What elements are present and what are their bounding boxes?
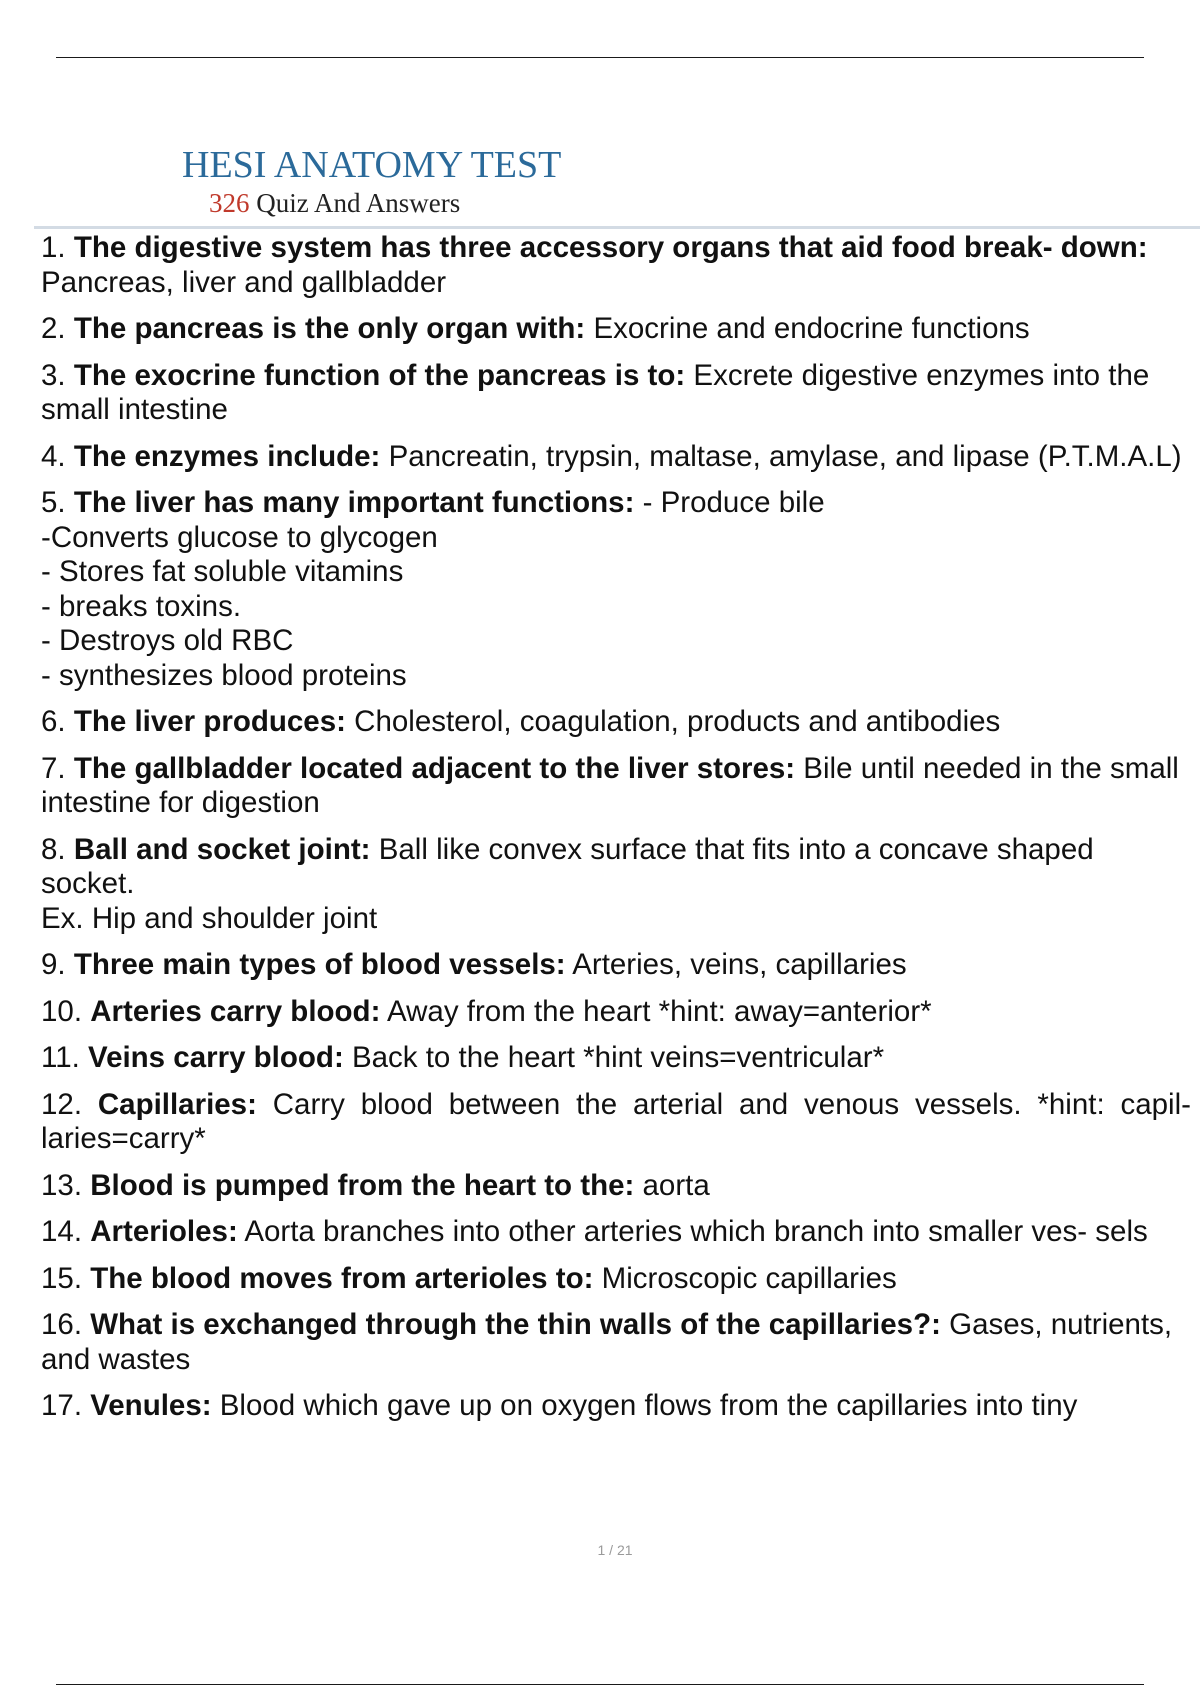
answer-line: -Converts glucose to glycogen	[41, 520, 438, 554]
item-number: 13.	[41, 1168, 91, 1202]
answer-text: Microscopic capillaries	[593, 1261, 897, 1295]
qa-item-6	[41, 705, 1191, 740]
item-number: 11.	[41, 1041, 89, 1074]
item-number: 5.	[41, 486, 74, 519]
item-number: 6.	[41, 705, 74, 738]
answer-line: Ex. Hip and shoulder joint	[41, 901, 378, 935]
qa-item-4	[41, 440, 1191, 475]
qa-item-5	[41, 486, 1191, 693]
qa-item-12	[41, 1088, 1191, 1157]
question-text: Venules:	[90, 1389, 212, 1422]
item-number: 14.	[41, 1215, 91, 1248]
qa-item-7	[41, 752, 1191, 821]
qa-item-3	[41, 359, 1191, 428]
item-number: 1.	[41, 231, 74, 264]
item-number: 8.	[41, 832, 74, 866]
item-number: 3.	[41, 358, 74, 392]
answer-text: Excrete digestive enzymes into the small intestine	[41, 358, 1150, 426]
item-number: 2.	[41, 312, 74, 345]
answer-text: Away from the heart *hint: away=anterior*	[380, 994, 932, 1028]
answer-text: Bile until needed in the small intestine for digestion	[41, 751, 1179, 819]
answer-text: Exocrine and endocrine functions	[585, 312, 1030, 345]
item-number: 10.	[41, 994, 91, 1028]
question-text: The pancreas is the only organ with:	[73, 312, 586, 345]
page-subtitle	[209, 187, 561, 219]
qa-item-2	[41, 312, 1191, 347]
answer-text: Carry blood between the arterial and venous vessels. *hint: capil- laries=carry*	[41, 1087, 1191, 1155]
answer-line: - Stores fat soluble vitamins	[41, 555, 404, 588]
item-number: 7.	[41, 751, 74, 785]
question-text: The exocrine function of the pancreas is to:	[73, 358, 686, 392]
item-number: 4.	[41, 439, 74, 473]
page-title: HESI ANATOMY TEST	[182, 144, 562, 186]
answer-text: Pancreas, liver and gallbladder	[41, 265, 447, 299]
answer-text: Cholesterol, coagulation, products and antibodies	[345, 705, 1001, 738]
qa-list	[41, 231, 1191, 1436]
question-text: The digestive system has three accessory organs that aid food break- down:	[73, 231, 1148, 264]
question-text: The enzymes include:	[73, 439, 381, 473]
qa-item-15	[41, 1262, 1191, 1297]
qa-item-8	[41, 833, 1191, 937]
question-text: The blood moves from arterioles to:	[90, 1261, 594, 1295]
item-number: 9.	[41, 948, 74, 981]
answer-text: Pancreatin, trypsin, maltase, amylase, and lipase (P.T.M.A.L)	[380, 439, 1182, 473]
qa-item-1	[41, 231, 1191, 300]
answer-line: - breaks toxins.	[41, 589, 242, 623]
question-text: Arteries carry blood:	[90, 994, 381, 1028]
item-number: 15.	[41, 1261, 91, 1295]
item-number: 16.	[41, 1308, 91, 1341]
question-text: Ball and socket joint:	[73, 832, 371, 866]
answer-text: - Produce bile	[634, 486, 825, 519]
qa-item-16	[41, 1308, 1191, 1377]
header-divider	[34, 226, 1200, 229]
top-rule	[56, 57, 1144, 58]
question-text: The liver has many important functions:	[73, 486, 635, 519]
question-text: Veins carry blood:	[88, 1041, 344, 1074]
answer-text: Back to the heart *hint veins=ventricular*	[343, 1041, 885, 1074]
question-text: Three main types of blood vessels:	[73, 948, 566, 981]
answer-line: - Destroys old RBC	[41, 624, 294, 657]
answer-text: Arteries, veins, capillaries	[565, 948, 907, 981]
document-header	[182, 143, 561, 219]
qa-item-10	[41, 995, 1191, 1030]
qa-item-13	[41, 1169, 1191, 1204]
qa-item-9	[41, 948, 1191, 983]
question-text: The gallbladder located adjacent to the liver stores:	[73, 751, 796, 785]
qa-item-14	[41, 1215, 1191, 1250]
item-number: 17.	[41, 1389, 91, 1422]
page-number: 1 / 21	[597, 1542, 633, 1558]
answer-line: - synthesizes blood proteins	[41, 658, 407, 692]
answer-text: Blood which gave up on oxygen flows from the capillaries into tiny	[211, 1389, 1078, 1422]
subtitle-text: Quiz And Answers	[249, 188, 461, 218]
answer-text: Gases, nutrients, and wastes	[41, 1308, 1173, 1376]
question-text: Capillaries:	[97, 1087, 257, 1121]
answer-text: aorta	[634, 1168, 710, 1202]
qa-item-17	[41, 1389, 1191, 1424]
bottom-rule	[56, 1684, 1144, 1685]
question-text: What is exchanged through the thin walls of the capillaries?:	[90, 1308, 941, 1341]
answer-text: Ball like convex surface that fits into a concave shaped socket.	[41, 832, 1094, 900]
qa-item-11	[41, 1041, 1191, 1076]
quiz-count: 326	[209, 188, 250, 218]
question-text: Arterioles:	[90, 1215, 238, 1248]
answer-text: Aorta branches into other arteries which branch into smaller ves- sels	[237, 1215, 1148, 1248]
question-text: The liver produces:	[73, 705, 346, 738]
item-number: 12.	[41, 1087, 98, 1121]
question-text: Blood is pumped from the heart to the:	[90, 1168, 635, 1202]
